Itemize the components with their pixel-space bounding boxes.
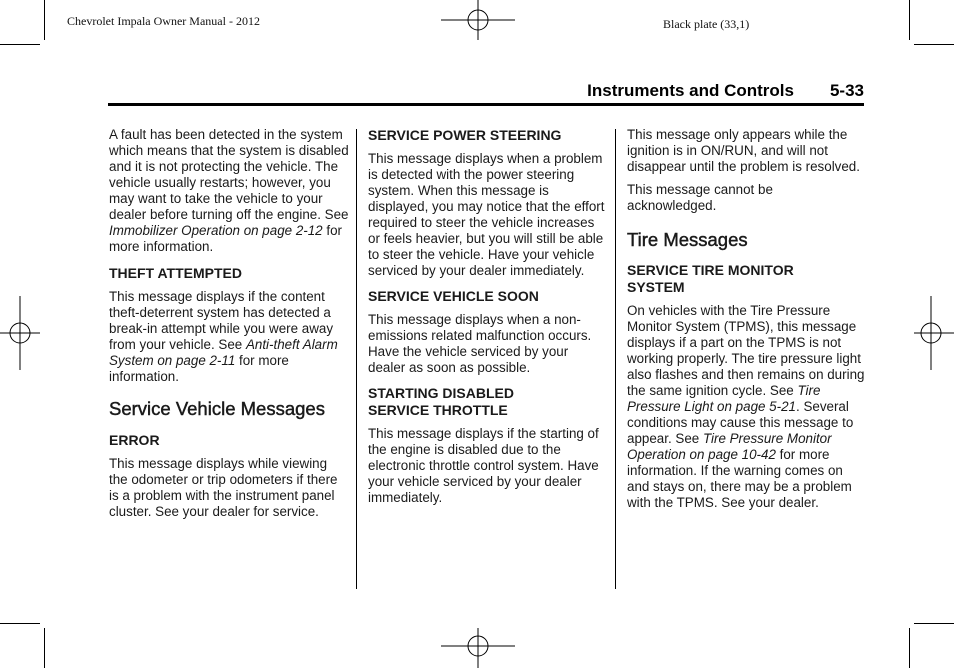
page-number: 5-33 (829, 81, 864, 100)
section-heading: SERVICE POWER STEERING (368, 127, 562, 143)
ignition-paragraph: This message only appears while the ignition is in ON/RUN, and will not disappear until the problem is resolved. (627, 127, 860, 174)
error-paragraph: This message displays while viewing the odometer or trip odometers if there is a problem with the instrument panel cluster. See your dealer for service. (109, 456, 338, 519)
crop-mark (44, 0, 45, 40)
column-divider (356, 129, 357, 589)
theft-paragraph: This message displays if the content theft-deterrent system has detected a break-in attempt while you were away from your vehicle. See Anti-theft Alarm System on page 2-11 for more information. (109, 289, 338, 384)
section-heading: SERVICE TIRE MONITOR SYSTEM (627, 262, 794, 295)
crop-mark (909, 0, 910, 40)
cross-reference: Tire Pressure Monitor Operation on page 10-42 (627, 431, 832, 462)
running-header (108, 81, 864, 106)
column-1 (109, 127, 349, 520)
vehicle-soon-paragraph: This message displays when a non-emissions related malfunction occurs. Have the vehicle serviced by your dealer as soon as possible. (368, 312, 592, 375)
crop-mark (0, 44, 40, 45)
major-heading: Tire Messages (627, 229, 748, 250)
column-2 (368, 127, 608, 506)
registration-mark-icon (441, 0, 515, 40)
column-3 (627, 127, 867, 511)
cross-reference: Immobilizer Operation on page 2-12 (109, 223, 323, 238)
manual-title: Chevrolet Impala Owner Manual - 2012 (67, 14, 260, 28)
registration-mark-icon (441, 628, 515, 668)
cross-reference: Tire Pressure Light on page 5-21 (627, 383, 821, 414)
major-heading: Service Vehicle Messages (109, 398, 325, 419)
section-heading: STARTING DISABLED SERVICE THROTTLE (368, 385, 514, 418)
crop-mark (914, 623, 954, 624)
cross-reference: Anti-theft Alarm System on page 2-11 (109, 337, 338, 368)
starting-disabled-paragraph: This message displays if the starting of the engine is disabled due to the electronic throttle control system. Have your vehicle serviced by your dealer immediately. (368, 426, 599, 505)
section-heading: SERVICE VEHICLE SOON (368, 288, 539, 304)
section-title: Instruments and Controls (587, 81, 794, 100)
plate-label: Black plate (33,1) (663, 17, 750, 31)
crop-mark (914, 44, 954, 45)
section-heading: THEFT ATTEMPTED (109, 265, 242, 281)
crop-mark (909, 628, 910, 668)
acknowledge-paragraph: This message cannot be acknowledged. (627, 182, 773, 213)
column-divider (615, 129, 616, 589)
tire-monitor-paragraph: On vehicles with the Tire Pressure Monitor System (TPMS), this message displays if a part on the TPMS is not working properly. The tire pressure light also flashes and then remains on during the same ignition cycle. See Tire Pressure Light on page 5-21. Several conditions may cause this message to appear. See Tire Pressure Monitor Operation on page 10-42 for more information. If the warning comes on and stays on, there may be a problem with the TPMS. See your dealer. (627, 303, 865, 510)
intro-paragraph: A fault has been detected in the system which means that the system is disabled and it is not protecting the vehicle. The vehicle usually restarts; however, you may want to take the vehicle to your dealer before turning off the engine. See Immobilizer Operation on page 2-12 for more information. (109, 127, 349, 254)
registration-mark-icon (0, 296, 40, 370)
crop-mark (44, 628, 45, 668)
power-steering-paragraph: This message displays when a problem is detected with the power steering system. When this message is displayed, you may notice that the effort required to steer the vehicle increases or feels heavier, but you will still be able to steer the vehicle. Have your vehicle serviced by your dealer immediately. (368, 151, 605, 278)
registration-mark-icon (914, 296, 954, 370)
section-heading: ERROR (109, 432, 160, 448)
crop-mark (0, 623, 40, 624)
